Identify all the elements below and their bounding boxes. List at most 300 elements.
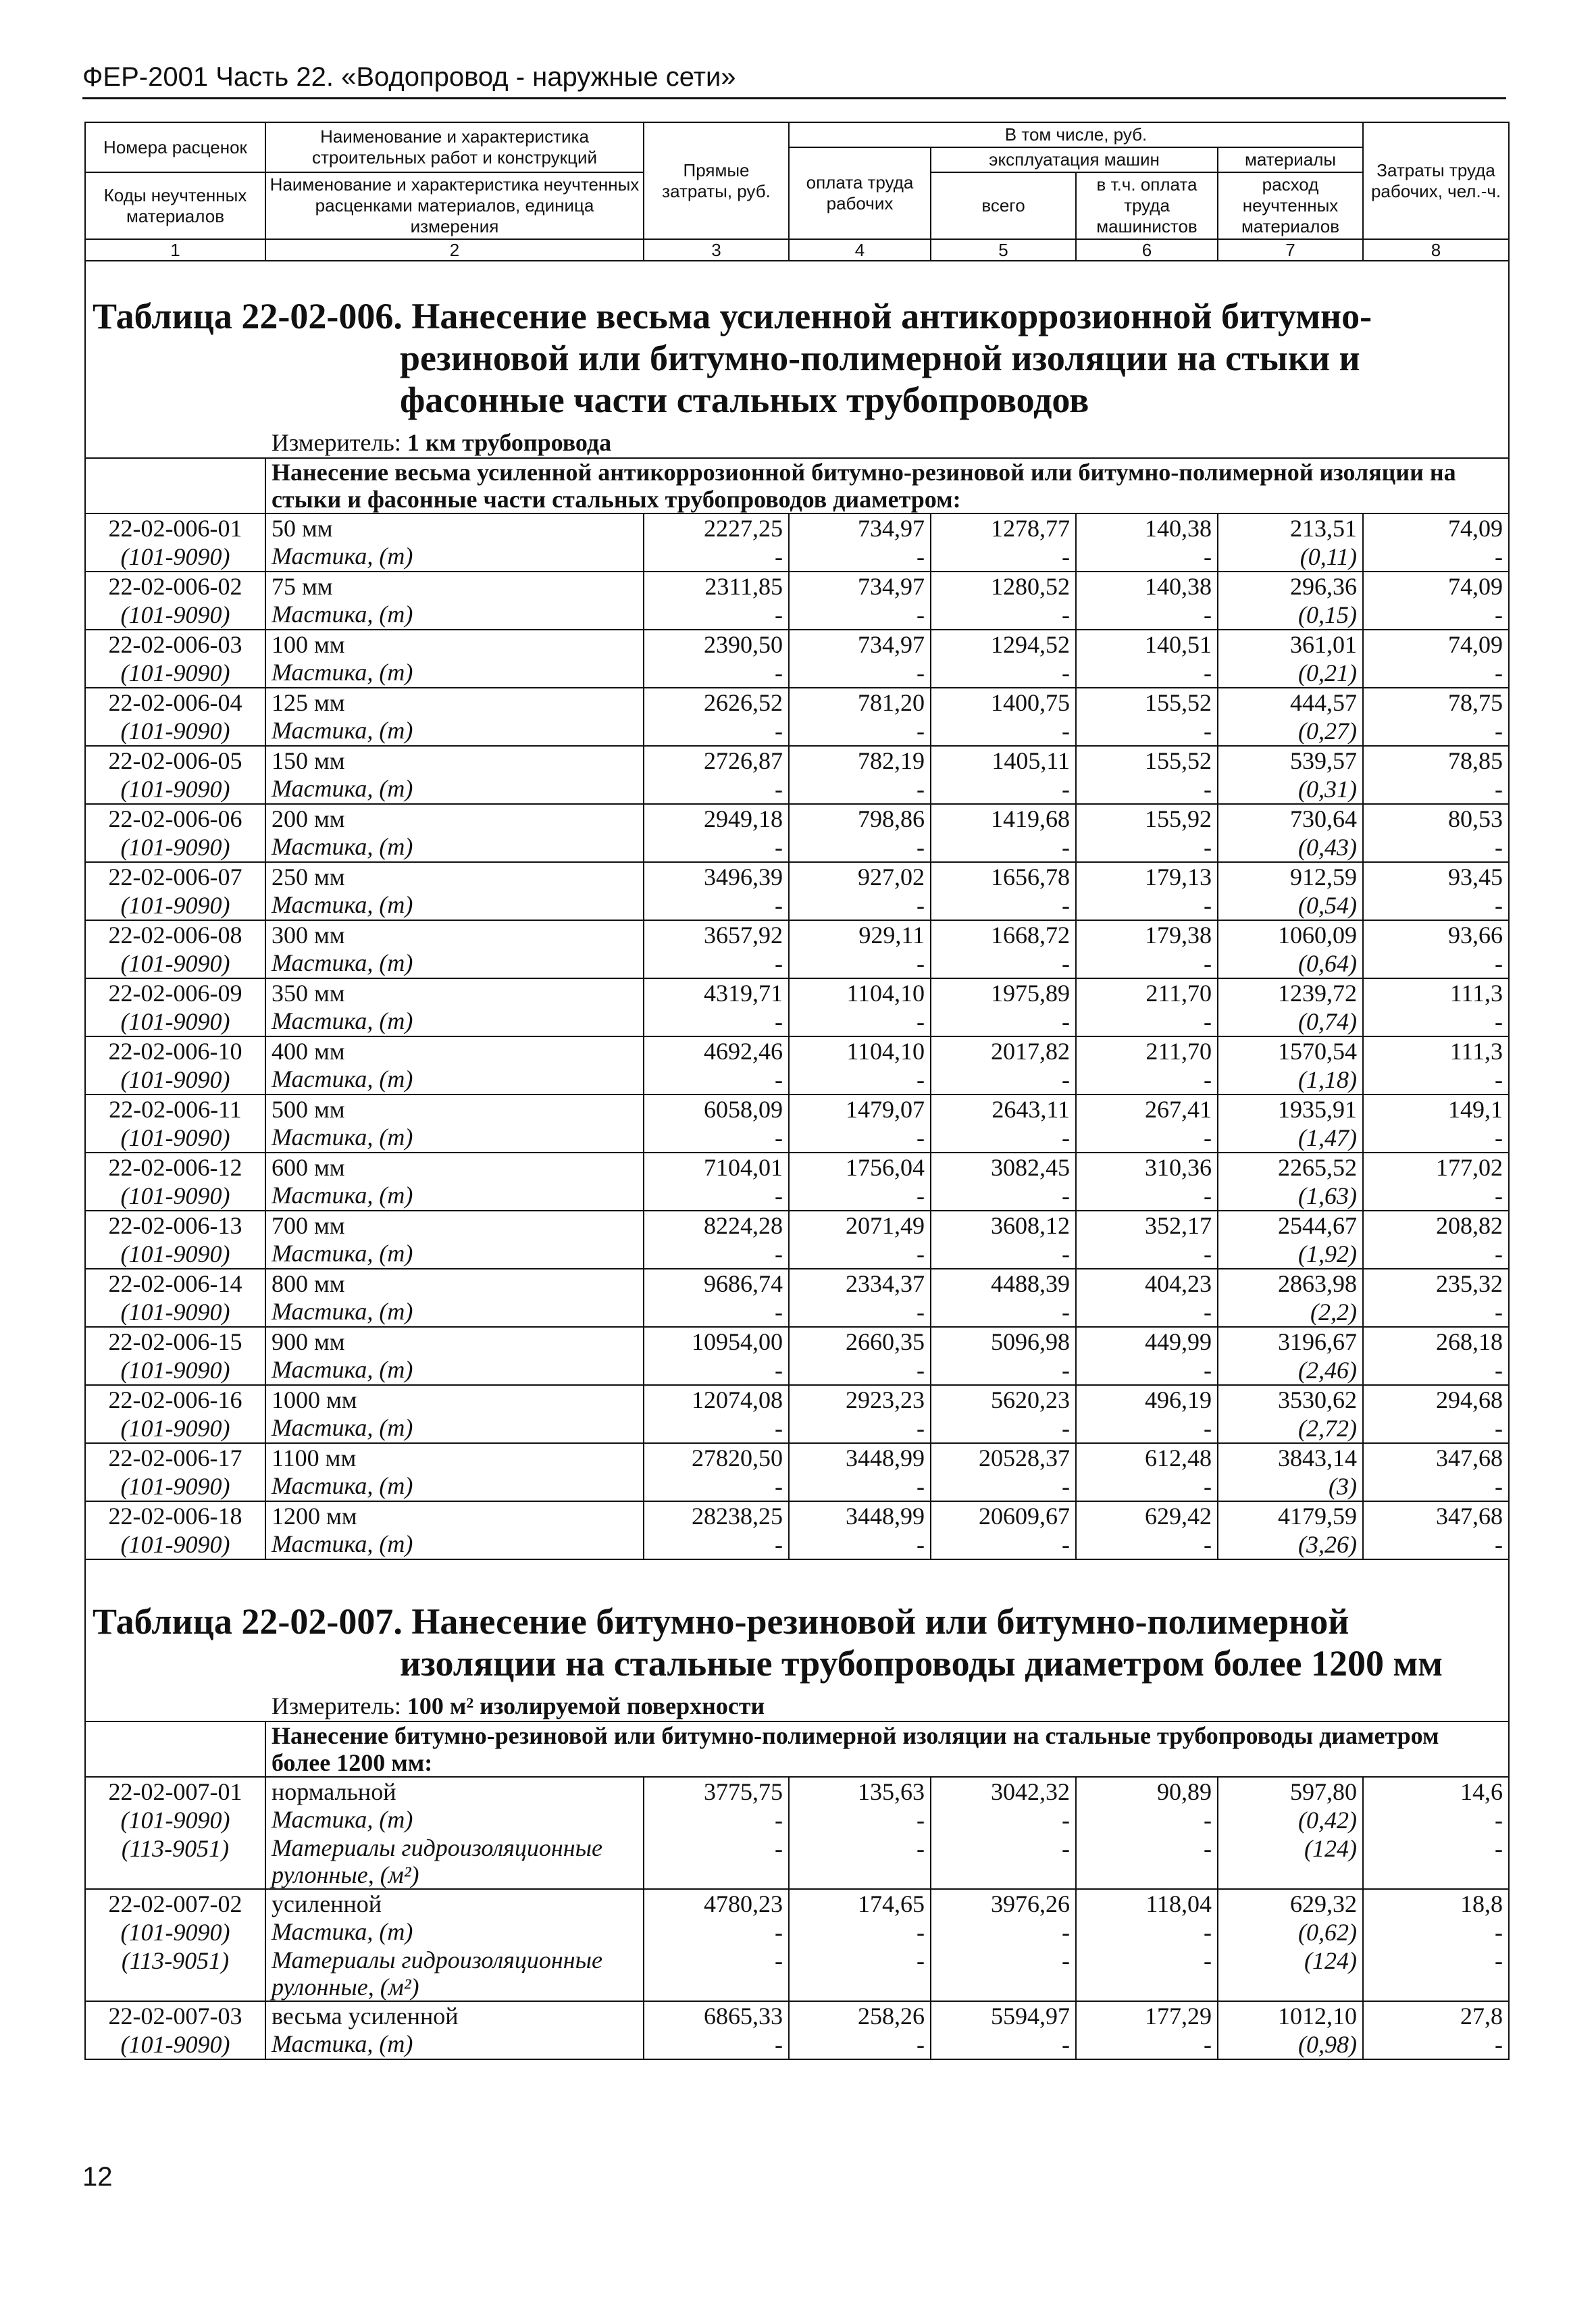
header-machines-total: всего (931, 172, 1076, 239)
material-dash: - (1363, 1530, 1509, 1559)
material-dash: - (931, 659, 1076, 688)
material-dash: - (1076, 1298, 1218, 1327)
column-number: 8 (1363, 239, 1509, 261)
rate-code: 22-02-006-16 (85, 1385, 265, 1414)
rate-name: 400 мм (265, 1036, 644, 1065)
rate-value-v5: 4488,39 (931, 1269, 1076, 1298)
rate-value-v7: 361,01 (1218, 630, 1363, 659)
material-row (85, 1806, 1509, 1834)
header-wages: оплата труда рабочих (789, 147, 931, 239)
material-code: (101-9090) (85, 1806, 265, 1834)
rate-row (85, 862, 1509, 891)
material-row (85, 1065, 1509, 1095)
table2-title (93, 1601, 1501, 1684)
material-dash: - (644, 2030, 789, 2059)
material-name: Мастика, (т) (265, 949, 644, 978)
material-dash: - (789, 1414, 931, 1443)
material-dash: - (931, 949, 1076, 978)
rate-value-v8: 74,09 (1363, 572, 1509, 601)
table1-unit-label: Измеритель: (272, 429, 401, 456)
rate-value-v7: 3196,67 (1218, 1327, 1363, 1356)
material-row (85, 1834, 1509, 1889)
material-dash: - (1363, 833, 1509, 862)
rate-code: 22-02-006-17 (85, 1443, 265, 1472)
table2-unit (93, 1691, 1501, 1721)
material-dash: - (644, 1065, 789, 1095)
material-dash: - (1076, 1240, 1218, 1269)
header-machines: эксплуатация машин (931, 147, 1218, 172)
rate-name: 200 мм (265, 804, 644, 833)
table2-section-heading: Нанесение битумно-резиновой или битумно-полимерной изоляции на стальные трубопроводы диаметром более 1200 мм: (265, 1721, 1509, 1777)
rate-value-v5: 20609,67 (931, 1501, 1076, 1530)
material-row (85, 775, 1509, 804)
rate-name: 150 мм (265, 746, 644, 775)
material-dash: - (789, 775, 931, 804)
header-materials: материалы (1218, 147, 1363, 172)
material-row (85, 1530, 1509, 1559)
rate-code: 22-02-006-01 (85, 513, 265, 543)
material-code: (101-9090) (85, 543, 265, 572)
rate-value-v5: 3608,12 (931, 1211, 1076, 1240)
rate-value-v6: 352,17 (1076, 1211, 1218, 1240)
material-dash: - (1363, 659, 1509, 688)
rate-value-v8: 149,1 (1363, 1095, 1509, 1124)
table2-unit-label: Измеритель: (272, 1692, 401, 1719)
rate-value-v4: 258,26 (789, 2001, 931, 2030)
rate-value-v8: 111,3 (1363, 978, 1509, 1007)
rate-value-v4: 1756,04 (789, 1153, 931, 1182)
material-code: (101-9090) (85, 1007, 265, 1036)
material-quantity: (1,92) (1218, 1240, 1363, 1269)
rate-value-v6: 140,38 (1076, 572, 1218, 601)
material-dash: - (644, 717, 789, 746)
material-dash: - (1076, 1946, 1218, 2001)
material-row (85, 1182, 1509, 1211)
rate-value-v3: 6058,09 (644, 1095, 789, 1124)
material-code: (101-9090) (85, 601, 265, 630)
material-row (85, 833, 1509, 862)
material-dash: - (1076, 1414, 1218, 1443)
material-dash: - (789, 1946, 931, 2001)
rate-value-v7: 1935,91 (1218, 1095, 1363, 1124)
rate-value-v6: 118,04 (1076, 1889, 1218, 1918)
material-dash: - (644, 659, 789, 688)
material-row (85, 1918, 1509, 1946)
material-dash: - (789, 1806, 931, 1834)
material-code: (101-9090) (85, 2030, 265, 2059)
material-dash: - (931, 1530, 1076, 1559)
header-rule (82, 97, 1506, 99)
material-dash: - (1076, 1356, 1218, 1385)
rate-code: 22-02-006-14 (85, 1269, 265, 1298)
rate-value-v6: 310,36 (1076, 1153, 1218, 1182)
header-unaccounted-materials: расход неучтенных материалов (1218, 172, 1363, 239)
rate-value-v4: 734,97 (789, 572, 931, 601)
rate-code: 22-02-006-08 (85, 920, 265, 949)
rate-value-v7: 213,51 (1218, 513, 1363, 543)
table2-title-row (85, 1559, 1509, 1721)
rate-name: весьма усиленной (265, 2001, 644, 2030)
rate-value-v3: 2227,25 (644, 513, 789, 543)
material-dash: - (644, 1414, 789, 1443)
material-name: Мастика, (т) (265, 543, 644, 572)
material-dash: - (1076, 601, 1218, 630)
rate-value-v4: 3448,99 (789, 1443, 931, 1472)
rate-value-v8: 14,6 (1363, 1777, 1509, 1806)
rate-value-v7: 597,80 (1218, 1777, 1363, 1806)
rate-value-v6: 155,52 (1076, 746, 1218, 775)
material-dash: - (1076, 659, 1218, 688)
rate-value-v7: 444,57 (1218, 688, 1363, 717)
rate-name: 1200 мм (265, 1501, 644, 1530)
rate-value-v8: 111,3 (1363, 1036, 1509, 1065)
material-quantity: (0,27) (1218, 717, 1363, 746)
material-quantity: (0,74) (1218, 1007, 1363, 1036)
rate-value-v3: 2390,50 (644, 630, 789, 659)
rate-name: 350 мм (265, 978, 644, 1007)
rate-value-v7: 4179,59 (1218, 1501, 1363, 1530)
material-quantity: (0,11) (1218, 543, 1363, 572)
material-dash: - (644, 1806, 789, 1834)
rate-row (85, 1036, 1509, 1065)
material-row (85, 1007, 1509, 1036)
material-dash: - (789, 833, 931, 862)
rate-value-v3: 28238,25 (644, 1501, 789, 1530)
rate-value-v8: 347,68 (1363, 1501, 1509, 1530)
material-dash: - (644, 1298, 789, 1327)
rate-name: 900 мм (265, 1327, 644, 1356)
material-dash: - (789, 1182, 931, 1211)
rate-row (85, 1269, 1509, 1298)
material-dash: - (789, 717, 931, 746)
material-name: Мастика, (т) (265, 1472, 644, 1501)
material-dash: - (1076, 1834, 1218, 1889)
rate-row (85, 1211, 1509, 1240)
material-code: (101-9090) (85, 833, 265, 862)
rate-value-v3: 2726,87 (644, 746, 789, 775)
page-number: 12 (82, 2162, 113, 2192)
material-dash: - (789, 1356, 931, 1385)
material-dash: - (1363, 1007, 1509, 1036)
rate-value-v5: 1668,72 (931, 920, 1076, 949)
material-name: Мастика, (т) (265, 891, 644, 920)
rate-value-v3: 3657,92 (644, 920, 789, 949)
rate-value-v3: 2626,52 (644, 688, 789, 717)
material-dash: - (931, 1414, 1076, 1443)
material-name: Мастика, (т) (265, 1182, 644, 1211)
material-dash: - (1363, 775, 1509, 804)
material-name: Мастика, (т) (265, 717, 644, 746)
material-quantity: (3,26) (1218, 1530, 1363, 1559)
rate-row (85, 1327, 1509, 1356)
rate-value-v8: 78,85 (1363, 746, 1509, 775)
table1-title-number: Таблица 22-02-006. (93, 296, 403, 336)
material-dash: - (1076, 1806, 1218, 1834)
material-name: Мастика, (т) (265, 1414, 644, 1443)
rate-value-v7: 3843,14 (1218, 1443, 1363, 1472)
material-code: (101-9090) (85, 1065, 265, 1095)
rate-code: 22-02-006-15 (85, 1327, 265, 1356)
material-dash: - (1363, 1124, 1509, 1153)
table1-title (93, 295, 1501, 421)
material-dash: - (931, 1834, 1076, 1889)
material-dash: - (931, 1182, 1076, 1211)
material-row (85, 659, 1509, 688)
rate-name: 600 мм (265, 1153, 644, 1182)
header-operator-wages: в т.ч. оплата труда машинистов (1076, 172, 1218, 239)
rate-value-v3: 4692,46 (644, 1036, 789, 1065)
material-dash: - (644, 543, 789, 572)
rate-value-v7: 1570,54 (1218, 1036, 1363, 1065)
rate-value-v6: 140,51 (1076, 630, 1218, 659)
material-dash: - (931, 891, 1076, 920)
material-quantity: (0,31) (1218, 775, 1363, 804)
rate-value-v6: 179,13 (1076, 862, 1218, 891)
rate-value-v4: 927,02 (789, 862, 931, 891)
rate-value-v7: 1239,72 (1218, 978, 1363, 1007)
material-dash: - (789, 601, 931, 630)
rate-code: 22-02-007-02 (85, 1889, 265, 1918)
material-dash: - (931, 1240, 1076, 1269)
rate-value-v6: 140,38 (1076, 513, 1218, 543)
material-dash: - (789, 1834, 931, 1889)
rate-value-v4: 1104,10 (789, 978, 931, 1007)
material-dash: - (644, 891, 789, 920)
material-dash: - (931, 833, 1076, 862)
rate-value-v5: 5096,98 (931, 1327, 1076, 1356)
material-row (85, 1240, 1509, 1269)
material-code: (101-9090) (85, 1182, 265, 1211)
rate-value-v3: 4319,71 (644, 978, 789, 1007)
material-quantity: (0,42) (1218, 1806, 1363, 1834)
material-dash: - (789, 1124, 931, 1153)
rate-code: 22-02-006-03 (85, 630, 265, 659)
material-quantity: (3) (1218, 1472, 1363, 1501)
rate-value-v5: 1975,89 (931, 978, 1076, 1007)
material-dash: - (789, 659, 931, 688)
material-quantity: (0,54) (1218, 891, 1363, 920)
rate-value-v5: 5620,23 (931, 1385, 1076, 1414)
rate-row (85, 920, 1509, 949)
rate-code: 22-02-006-05 (85, 746, 265, 775)
material-name: Материалы гидроизоляционные рулонные, (м²) (265, 1834, 644, 1889)
header-direct-costs: Прямые затраты, руб. (644, 122, 789, 239)
material-quantity: (1,18) (1218, 1065, 1363, 1095)
rate-code: 22-02-006-10 (85, 1036, 265, 1065)
material-quantity: (0,62) (1218, 1918, 1363, 1946)
rate-value-v7: 2544,67 (1218, 1211, 1363, 1240)
rate-value-v7: 1012,10 (1218, 2001, 1363, 2030)
material-dash: - (1363, 1918, 1509, 1946)
rate-value-v7: 730,64 (1218, 804, 1363, 833)
material-row (85, 949, 1509, 978)
material-dash: - (1363, 1946, 1509, 2001)
material-dash: - (1363, 717, 1509, 746)
rate-value-v5: 1280,52 (931, 572, 1076, 601)
rate-value-v5: 1294,52 (931, 630, 1076, 659)
material-dash: - (644, 1007, 789, 1036)
table2-section-row (85, 1721, 1509, 1777)
rate-code: 22-02-006-09 (85, 978, 265, 1007)
material-quantity: (2,2) (1218, 1298, 1363, 1327)
rate-code: 22-02-006-02 (85, 572, 265, 601)
rate-name: 125 мм (265, 688, 644, 717)
rate-value-v4: 798,86 (789, 804, 931, 833)
material-dash: - (644, 1240, 789, 1269)
material-dash: - (931, 543, 1076, 572)
rate-value-v8: 93,66 (1363, 920, 1509, 949)
table1-section-row (85, 458, 1509, 513)
rate-name: усиленной (265, 1889, 644, 1918)
rate-value-v3: 3496,39 (644, 862, 789, 891)
material-dash: - (1076, 1530, 1218, 1559)
rate-name: 100 мм (265, 630, 644, 659)
rate-value-v5: 1405,11 (931, 746, 1076, 775)
rate-value-v4: 1479,07 (789, 1095, 931, 1124)
material-code: (101-9090) (85, 1918, 265, 1946)
rate-value-v8: 18,8 (1363, 1889, 1509, 1918)
material-quantity: (0,21) (1218, 659, 1363, 688)
material-dash: - (1076, 891, 1218, 920)
column-number: 4 (789, 239, 931, 261)
material-dash: - (1076, 1472, 1218, 1501)
material-dash: - (1076, 1918, 1218, 1946)
rate-value-v5: 5594,97 (931, 2001, 1076, 2030)
column-number: 5 (931, 239, 1076, 261)
rate-value-v6: 612,48 (1076, 1443, 1218, 1472)
material-dash: - (789, 891, 931, 920)
rate-value-v3: 6865,33 (644, 2001, 789, 2030)
rate-code: 22-02-006-12 (85, 1153, 265, 1182)
material-name: Мастика, (т) (265, 1065, 644, 1095)
rate-value-v8: 235,32 (1363, 1269, 1509, 1298)
material-name: Мастика, (т) (265, 601, 644, 630)
material-quantity: (0,43) (1218, 833, 1363, 862)
rate-name: 500 мм (265, 1095, 644, 1124)
material-dash: - (1363, 1472, 1509, 1501)
rate-code: 22-02-007-01 (85, 1777, 265, 1806)
rate-value-v3: 12074,08 (644, 1385, 789, 1414)
material-code: (113-9051) (85, 1946, 265, 2001)
material-row (85, 1356, 1509, 1385)
material-name: Мастика, (т) (265, 1918, 644, 1946)
rate-value-v4: 2660,35 (789, 1327, 931, 1356)
material-dash: - (1363, 1182, 1509, 1211)
material-row (85, 543, 1509, 572)
rate-code: 22-02-006-11 (85, 1095, 265, 1124)
table1-section-heading: Нанесение весьма усиленной антикоррозионной битумно-резиновой или битумно-полимерной изоляции на стыки и фасонные части стальных трубопроводов диаметром: (265, 458, 1509, 513)
material-dash: - (789, 1298, 931, 1327)
material-dash: - (931, 2030, 1076, 2059)
material-dash: - (1076, 833, 1218, 862)
material-dash: - (1363, 543, 1509, 572)
rate-value-v8: 347,68 (1363, 1443, 1509, 1472)
material-dash: - (1363, 1414, 1509, 1443)
rate-value-v8: 93,45 (1363, 862, 1509, 891)
rate-row (85, 1095, 1509, 1124)
material-dash: - (1363, 1298, 1509, 1327)
rate-value-v5: 2017,82 (931, 1036, 1076, 1065)
material-code: (101-9090) (85, 1356, 265, 1385)
table1-title-row (85, 261, 1509, 458)
material-name: Мастика, (т) (265, 2030, 644, 2059)
material-dash: - (789, 1007, 931, 1036)
material-dash: - (931, 601, 1076, 630)
material-dash: - (1076, 2030, 1218, 2059)
material-row (85, 1472, 1509, 1501)
table1-unit-value: 1 км трубопровода (407, 429, 612, 456)
material-dash: - (644, 1472, 789, 1501)
rate-value-v5: 1656,78 (931, 862, 1076, 891)
material-dash: - (789, 1918, 931, 1946)
material-code: (101-9090) (85, 891, 265, 920)
material-dash: - (931, 1124, 1076, 1153)
rate-value-v3: 7104,01 (644, 1153, 789, 1182)
rate-code: 22-02-006-07 (85, 862, 265, 891)
column-numbers-row (85, 239, 1509, 261)
rate-row (85, 746, 1509, 775)
rate-row (85, 804, 1509, 833)
rate-value-v8: 74,09 (1363, 513, 1509, 543)
header-rate-numbers: Номера расценок (85, 122, 265, 172)
rate-value-v8: 74,09 (1363, 630, 1509, 659)
material-name: Материалы гидроизоляционные рулонные, (м²) (265, 1946, 644, 2001)
material-dash: - (789, 949, 931, 978)
rate-value-v5: 3042,32 (931, 1777, 1076, 1806)
header-including: В том числе, руб. (789, 122, 1363, 147)
rate-value-v4: 734,97 (789, 513, 931, 543)
rate-value-v4: 929,11 (789, 920, 931, 949)
material-name: Мастика, (т) (265, 1806, 644, 1834)
rate-row (85, 1153, 1509, 1182)
rate-row (85, 630, 1509, 659)
material-name: Мастика, (т) (265, 1298, 644, 1327)
material-dash: - (789, 2030, 931, 2059)
material-dash: - (1076, 1007, 1218, 1036)
rate-value-v8: 177,02 (1363, 1153, 1509, 1182)
rate-value-v3: 27820,50 (644, 1443, 789, 1472)
rate-value-v4: 2071,49 (789, 1211, 931, 1240)
material-dash: - (1363, 1065, 1509, 1095)
rate-row (85, 2001, 1509, 2030)
rate-value-v5: 3082,45 (931, 1153, 1076, 1182)
material-dash: - (1363, 891, 1509, 920)
material-dash: - (931, 1946, 1076, 2001)
rate-row (85, 513, 1509, 543)
material-row (85, 1298, 1509, 1327)
material-row (85, 1124, 1509, 1153)
rate-row (85, 1501, 1509, 1530)
material-row (85, 1946, 1509, 2001)
rate-value-v7: 629,32 (1218, 1889, 1363, 1918)
rate-value-v8: 208,82 (1363, 1211, 1509, 1240)
table2-section-blank (85, 1721, 265, 1777)
material-name: Мастика, (т) (265, 775, 644, 804)
material-row (85, 717, 1509, 746)
table2-title-number: Таблица 22-02-007. (93, 1601, 403, 1642)
rate-code: 22-02-007-03 (85, 2001, 265, 2030)
rate-value-v7: 296,36 (1218, 572, 1363, 601)
rate-value-v8: 78,75 (1363, 688, 1509, 717)
material-code: (101-9090) (85, 1530, 265, 1559)
material-dash: - (789, 1530, 931, 1559)
rate-value-v3: 9686,74 (644, 1269, 789, 1298)
rate-value-v7: 1060,09 (1218, 920, 1363, 949)
rate-row (85, 978, 1509, 1007)
column-number: 7 (1218, 239, 1363, 261)
material-dash: - (1076, 775, 1218, 804)
material-dash: - (1363, 1240, 1509, 1269)
